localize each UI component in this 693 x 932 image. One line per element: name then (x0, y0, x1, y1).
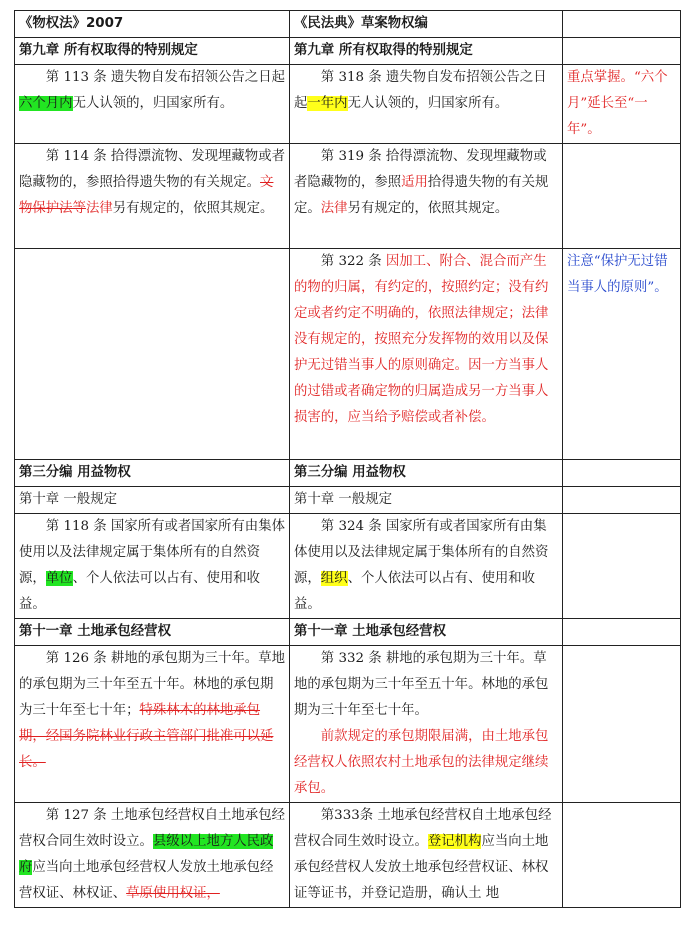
article-text: 第333条 土地承包经营权自土地承包经营权合同生效时设立。 (294, 808, 552, 849)
article-333-cell (290, 803, 563, 908)
article-text: 另有规定的，依照其规定。 (347, 201, 509, 216)
part-heading: 第三分编 用益物权 (290, 460, 563, 487)
deleted-text: 特殊林木的林地承包期，经国务院林业行政主管部门批准可以延长。 (19, 703, 274, 770)
article-322-cell (290, 249, 563, 460)
highlighted-text: 登记机构 (427, 834, 482, 849)
added-text: 前款规定的承包期限届满，由土地承包经营权人依照农村土地承包的法律规定继续承包。 (294, 729, 549, 796)
comparison-table (14, 10, 681, 908)
article-text: 另有规定的，依照其规定。 (112, 201, 274, 216)
highlighted-text: 单位 (45, 571, 73, 586)
chapter-heading: 第九章 所有权取得的特别规定 (290, 38, 563, 65)
article-text: 第 319 条 拾得漂流物、发现埋藏物或者隐藏物的，参照 (294, 149, 547, 190)
table-row (15, 38, 681, 65)
chapter-heading: 第十章 一般规定 (15, 487, 290, 514)
article-text: 第 318 条 遗失物自发布招领公告之日起 (294, 70, 547, 111)
highlighted-text: 组织 (320, 571, 348, 586)
table-row (15, 646, 681, 803)
table-row (15, 619, 681, 646)
notes-cell (563, 619, 681, 646)
notes-cell (563, 144, 681, 249)
article-318-cell (290, 65, 563, 144)
article-text: 第 118 条 国家所有或者国家所有由集体使用以及法律规定属于集体所有的自然资源， (19, 519, 285, 586)
article-text: 第 127 条 土地承包经营权自土地承包经营权合同生效时设立。 (19, 808, 285, 849)
article-324-cell (290, 514, 563, 619)
changed-text: 法律 (320, 201, 348, 216)
article-text: 应当向土地承包经营权人发放土地承包经营权证、林权证等证书，并登记造册，确认土 地 (294, 834, 549, 901)
table-row (15, 487, 681, 514)
article-text: 第 114 条 拾得漂流物、发现埋藏物或者隐藏物的，参照拾得遗失物的有关规定。 (19, 149, 285, 190)
article-text: 第 324 条 国家所有或者国家所有由集体使用以及法律规定属于集体所有的自然资源， (294, 519, 549, 586)
note-text: 注意“保护无过错当事人的原则”。 (563, 249, 681, 460)
notes-cell (563, 487, 681, 514)
notes-cell (563, 514, 681, 619)
article-114-cell (15, 144, 290, 249)
deleted-text: 草原使用权证 (126, 886, 207, 901)
notes-cell (563, 460, 681, 487)
article-113-cell (15, 65, 290, 144)
article-text: 第 126 条 耕地的承包期为三十年。草地的承包期为三十年至五十年。林地的承包期为三十年至七十年； (19, 651, 285, 718)
article-text: 第 113 条 遗失物自发布招领公告之日起 (45, 70, 285, 85)
table-row (15, 514, 681, 619)
table-row (15, 803, 681, 908)
article-text: 、个人依法可以占有、使用和收益。 (19, 571, 261, 612)
table-row (15, 249, 681, 460)
deleted-text: ， (206, 886, 220, 901)
article-126-cell (15, 646, 290, 803)
article-text: 拾得遗失物的有关规定。 (294, 175, 549, 216)
table-row (15, 460, 681, 487)
highlighted-text: 县级以上地方人民政府 (19, 834, 274, 875)
added-text: 适用 (401, 175, 428, 190)
article-text: 应当向土地承包经营权人发放土地承包经营权证、林权证、 (19, 860, 274, 901)
highlighted-text: 一年内 (307, 96, 348, 111)
changed-text: 法律 (85, 201, 113, 216)
header-civil-code-draft: 《民法典》草案物权编 (290, 11, 563, 38)
article-332-cell (290, 646, 563, 803)
note-text: 重点掌握。“六个月”延长至“一年”。 (563, 65, 681, 144)
empty-cell (15, 249, 290, 460)
article-text: 第 332 条 耕地的承包期为三十年。草地的承包期为三十年至五十年。林地的承包期为三十年至七十年。 (294, 651, 549, 718)
article-text: 无人认领的，归国家所有。 (347, 96, 509, 111)
notes-cell (563, 646, 681, 803)
notes-cell (563, 803, 681, 908)
article-text: 、个人依法可以占有、使用和收益。 (294, 571, 536, 612)
added-text: 因加工、附合、混合而产生的物的归属，有约定的，按照约定；没有约定或者约定不明确的，依照法律规定；法律没有规定的，按照充分发挥物的效用以及保护无过错当事人的原则确定。因一方当事人的过错或者确定物的归属造成另一方当事人损害的，应当给予赔偿或者补偿。 (294, 254, 549, 425)
header-property-law-2007: 《物权法》2007 (15, 11, 290, 38)
article-118-cell (15, 514, 290, 619)
table-row (15, 65, 681, 144)
table-header-row (15, 11, 681, 38)
chapter-heading: 第十一章 土地承包经营权 (15, 619, 290, 646)
chapter-heading: 第九章 所有权取得的特别规定 (15, 38, 290, 65)
part-heading: 第三分编 用益物权 (15, 460, 290, 487)
article-319-cell (290, 144, 563, 249)
article-text: 无人认领的，归国家所有。 (72, 96, 234, 111)
article-127-cell (15, 803, 290, 908)
chapter-heading: 第十章 一般规定 (290, 487, 563, 514)
chapter-heading: 第十一章 土地承包经营权 (290, 619, 563, 646)
header-notes (563, 11, 681, 38)
highlighted-text: 六个月内 (19, 96, 73, 111)
notes-cell (563, 38, 681, 65)
table-row (15, 144, 681, 249)
deleted-text: 文物保护法等 (19, 175, 274, 216)
article-number: 第 322 条 (320, 254, 386, 269)
